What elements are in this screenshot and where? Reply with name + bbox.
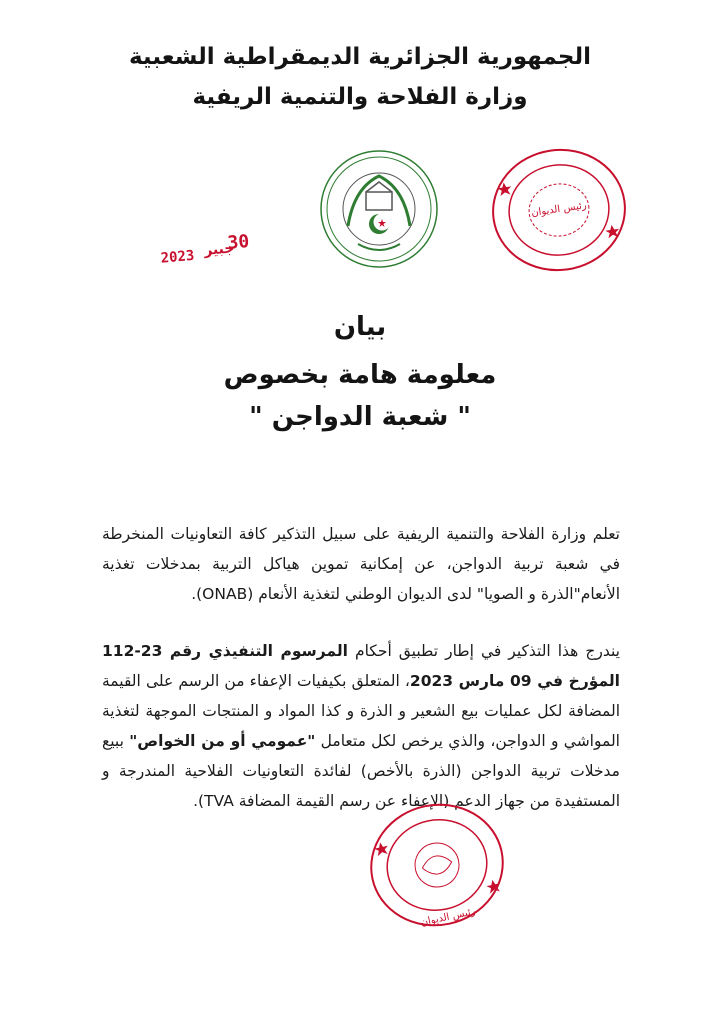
title-sector: " شعبة الدواجن "	[249, 402, 471, 432]
national-emblem-icon	[318, 148, 440, 270]
paragraph-2-part1: يندرج هذا التذكير في إطار تطبيق أحكام	[347, 641, 620, 660]
title-statement: بيان	[333, 312, 387, 342]
date-stamp-month: جبير	[203, 240, 236, 259]
paragraph-2-decree: المرسوم التنفيذي رقم 23-112 المؤرخ في 09 مارس 2023	[102, 641, 620, 690]
date-stamp	[158, 223, 271, 272]
title-subject: معلومة هامة بخصوص	[223, 360, 497, 390]
date-stamp-day: 30	[226, 231, 251, 254]
header-republic: الجمهورية الجزائرية الديمقراطية الشعبية	[128, 44, 592, 70]
paragraph-2-operator: "عمومي أو من الخواص"	[129, 731, 316, 750]
paragraph-1: تعلم وزارة الفلاحة والتنمية الريفية على سبيل التذكير كافة التعاونيات المنخرطة في شعبة تربية الدواجن، عن إمكانية تموين هياكل التربية بمدخلات تغذية الأنعام"الذرة و الصويا" لدى الديوان الوطني لتغذية الأنعام (ONAB).	[102, 524, 620, 603]
paragraph-2-part2: ، المتعلق بكيفيات الإعفاء من الرسم على القيمة المضافة لكل عمليات بيع الشعير و الذرة و كذا المواد و المنتجات الموجهة لتغذية المواشي و الدواجن، والذي يرخص لكل متعامل	[102, 671, 620, 750]
date-stamp-year: 2023	[160, 247, 196, 267]
stamp-inner-text: رئيس الديوان	[530, 200, 588, 219]
paragraph-2	[102, 636, 620, 816]
header-ministry: وزارة الفلاحة والتنمية الريفية	[192, 84, 528, 110]
official-stamp-bottom-icon	[362, 795, 512, 935]
paragraph-2-part3: ببيع مدخلات تربية الدواجن (الذرة بالأخص) لفائدة التعاونيات الفلاحية المندرجة و المستفيدة من جهاز الدعم (الإعفاء عن رسم القيمة المضافة TVA).	[102, 731, 620, 810]
official-stamp-icon	[484, 140, 634, 280]
stamp-bottom-inner-text: رئيس الديوان	[419, 906, 477, 929]
